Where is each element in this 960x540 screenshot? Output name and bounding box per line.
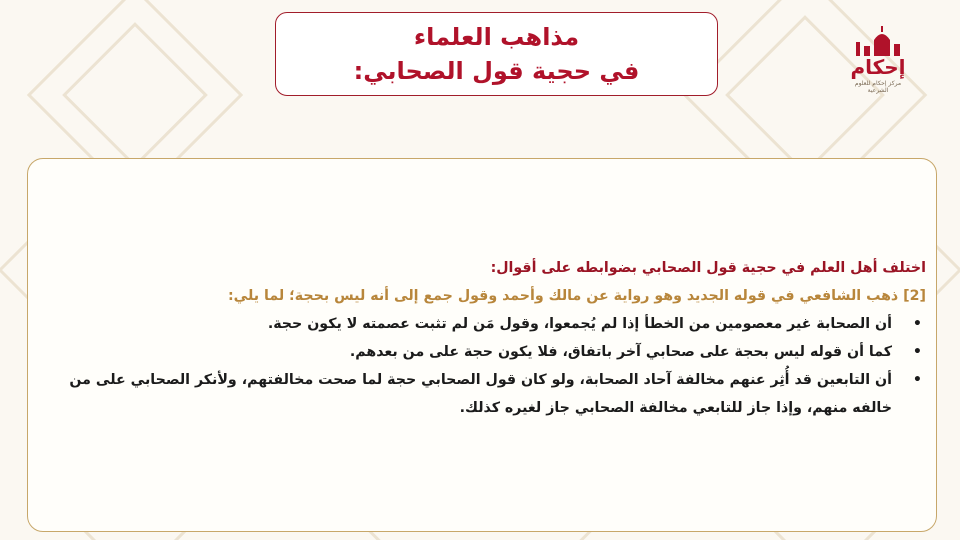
- logo-subtitle: مركز إحكام للعلوم الشرعية: [854, 80, 902, 94]
- dome-icon: [846, 26, 910, 58]
- point-heading: [2] ذهب الشافعي في قوله الجديد وهو رواية عن مالك وأحمد وقول جمع إلى أنه ليس بحجة؛ لما يلي:: [227, 288, 926, 304]
- bullet-item-1: • أن الصحابة غير معصومين من الخطأ إذا لم يُجمعوا، وقول مَن لم تثبت عصمته لا يكون حجة.: [38, 310, 926, 338]
- logo-name: إحكام: [850, 55, 906, 79]
- title-line-2: في حجية قول الصحابي:: [353, 57, 640, 85]
- content-text: [38, 254, 926, 422]
- bullet-item-3: • أن التابعين قد أُثِر عنهم مخالفة آحاد الصحابة، ولو كان قول الصحابي حجة لما صحت مخالفتهم، ولأنكر الصحابي على من خالفه منهم، وإذا جاز للتابعي مخالفة الصحابي جاز لغيره كذلك.: [38, 366, 926, 422]
- title-line-1: مذاهب العلماء: [413, 23, 580, 51]
- title-box: [275, 12, 718, 96]
- brand-logo: [846, 26, 910, 94]
- bullet-list: [38, 310, 926, 422]
- content-box: [27, 158, 937, 532]
- intro-line: اختلف أهل العلم في حجية قول الصحابي بضوابطه على أقوال:: [490, 260, 926, 276]
- bullet-item-2: • كما أن قوله ليس بحجة على صحابي آخر باتفاق، فلا يكون حجة على من بعدهم.: [38, 338, 926, 366]
